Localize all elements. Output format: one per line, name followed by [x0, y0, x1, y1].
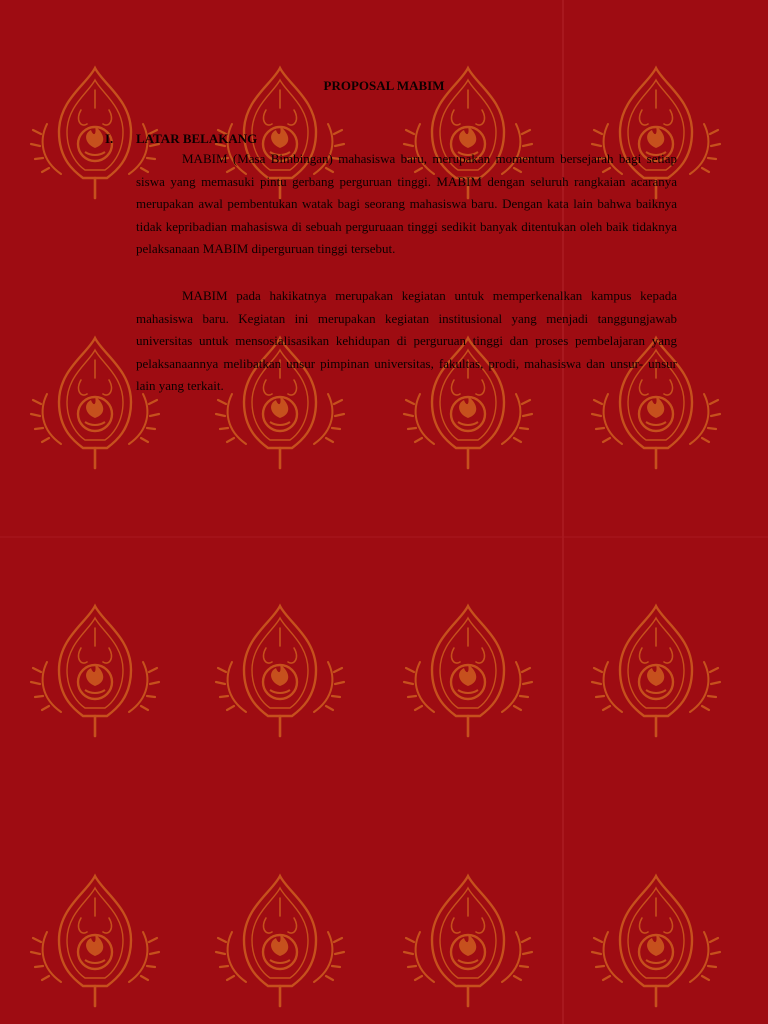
paragraph-2: MABIM pada hakikatnya merupakan kegiatan untuk memperkenalkan kampus kepada mahasiswa baru. Kegiatan ini merupakan kegiatan institusional yang menjadi tanggungjawab universitas untuk mensosialisasikan kehidupan di perguruan tinggi dan proses pembelajaran yang pelaksanaannya melibatkan unsur pimpinan universitas, fakultas, prodi, mahasiswa dan unsur- unsur lain yang terkait. — [136, 288, 677, 394]
section-number: I. — [105, 131, 114, 146]
document-title: PROPOSAL MABIM — [323, 78, 445, 93]
section-heading — [105, 131, 257, 147]
section-title: LATAR BELAKANG — [136, 131, 258, 146]
paragraph-1: MABIM (Masa Bimbingan) mahasiswa baru, merupakan momentum bersejarah bagi setiap siswa yang memasuki pintu gerbang perguruan tinggi. MABIM dengan seluruh rangkaian acaranya merupakan awal pembentukan watak bagi seorang mahasiswa baru. Dengan kata lain bahwa baiknya tidak kepribadian mahasiswa di sebuah perguruaan tinggi sedikit banyak ditentukan oleh baik tidaknya pelaksanaan MABIM diperguruan tinggi tersebut. — [136, 151, 677, 257]
